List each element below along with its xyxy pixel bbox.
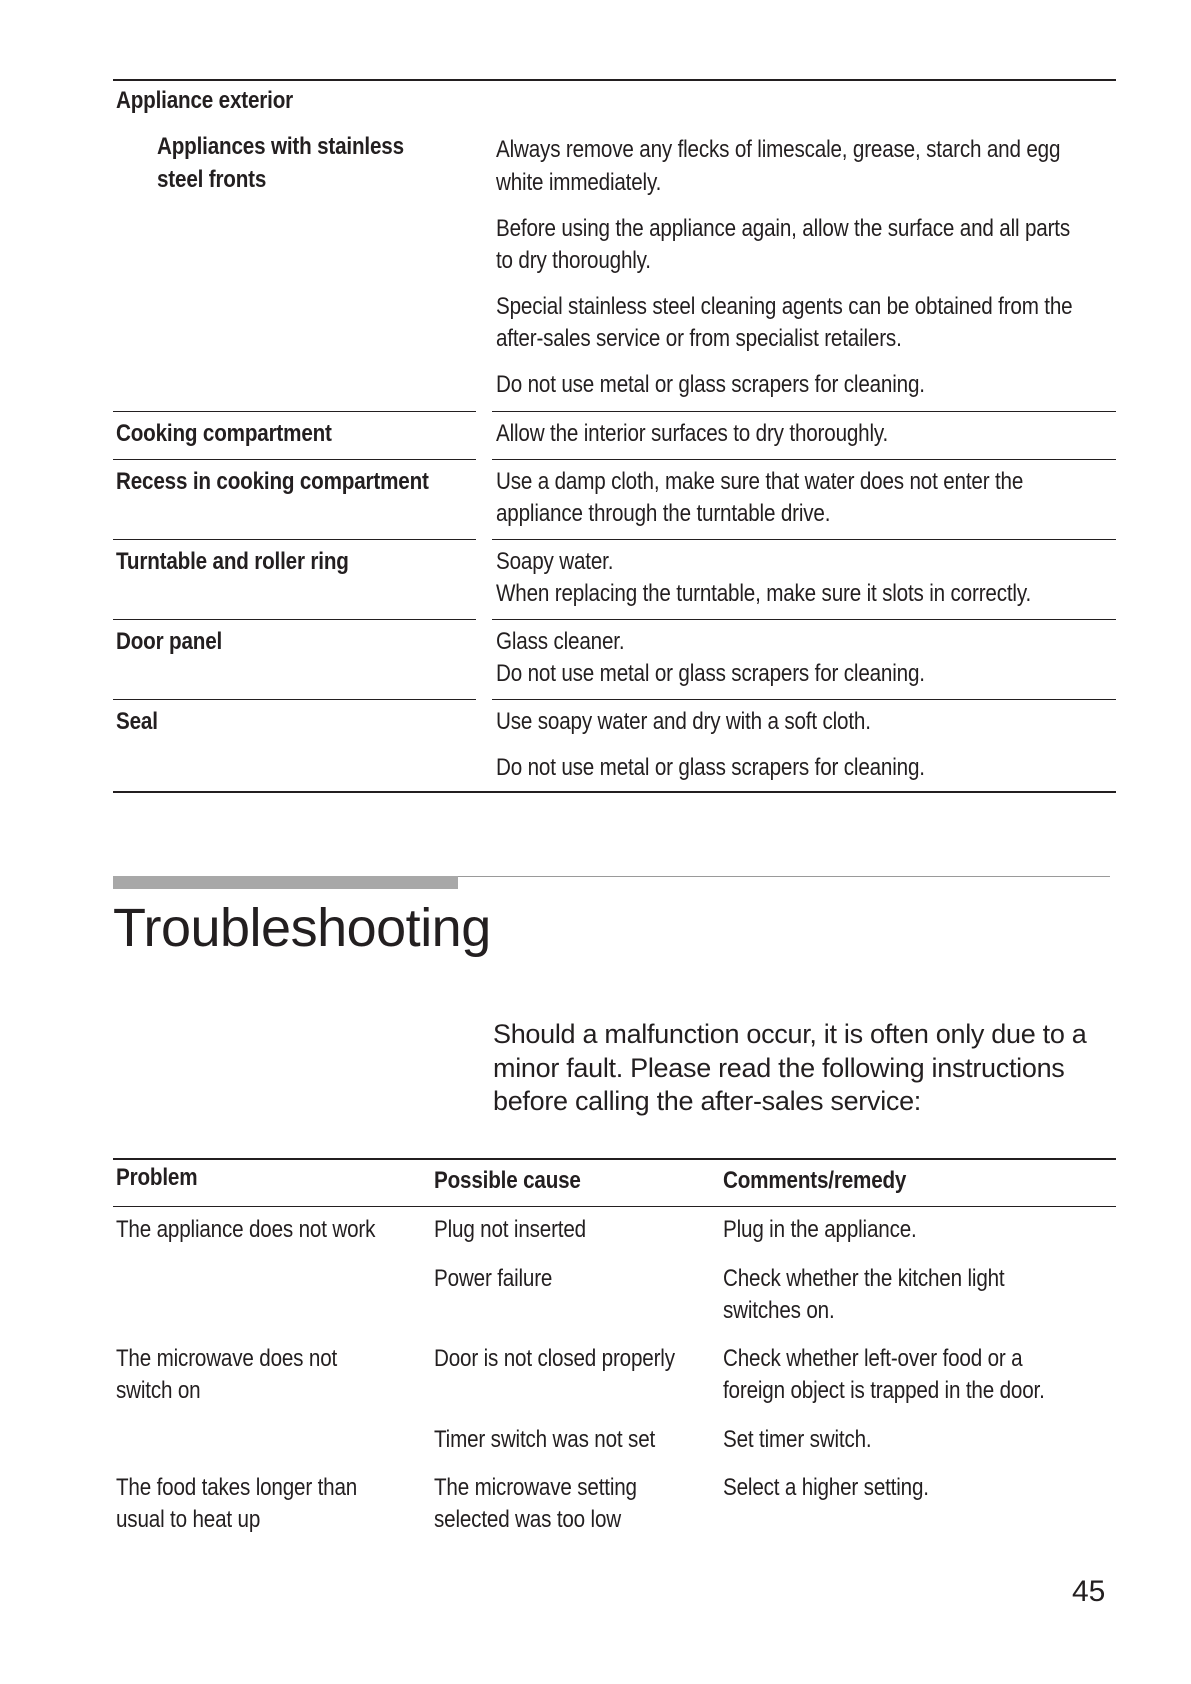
cause-cell: Power failure — [434, 1265, 553, 1292]
row-rule — [492, 411, 1116, 412]
stainless-text: Always remove any flecks of limescale, grease, starch and egg — [496, 136, 1061, 163]
stainless-text: Before using the appliance again, allow the surface and all parts — [496, 215, 1071, 242]
seal-label: Seal — [116, 708, 158, 735]
row-rule — [492, 619, 1116, 620]
cause-cell: The microwave setting — [434, 1474, 637, 1501]
header-problem: Problem — [116, 1164, 198, 1191]
row-rule — [492, 459, 1116, 460]
cause-cell: Timer switch was not set — [434, 1426, 656, 1453]
remedy-cell: Set timer switch. — [723, 1426, 872, 1453]
header-possible-cause: Possible cause — [434, 1167, 581, 1194]
turntable-text: Soapy water. — [496, 548, 614, 575]
remedy-cell: Check whether left-over food or a — [723, 1345, 1023, 1372]
recess-label: Recess in cooking compartment — [116, 468, 429, 495]
cooking-compartment-text: Allow the interior surfaces to dry thoroughly. — [496, 420, 889, 447]
stainless-text: after-sales service or from specialist retailers. — [496, 325, 902, 352]
cause-cell: Plug not inserted — [434, 1216, 586, 1243]
problem-cell: The food takes longer than — [116, 1474, 358, 1501]
cause-cell: Door is not closed properly — [434, 1345, 675, 1372]
problem-cell: switch on — [116, 1377, 201, 1404]
remedy-cell: foreign object is trapped in the door. — [723, 1377, 1045, 1404]
page-title: Troubleshooting — [113, 898, 491, 958]
header-rule — [113, 1206, 1116, 1207]
problem-cell: usual to heat up — [116, 1506, 261, 1533]
stainless-text: Special stainless steel cleaning agents can be obtained from the — [496, 293, 1073, 320]
row-rule — [492, 699, 1116, 700]
turntable-label: Turntable and roller ring — [116, 548, 349, 575]
table-top-rule — [113, 79, 1116, 81]
remedy-cell: Select a higher setting. — [723, 1474, 929, 1501]
remedy-cell: Plug in the appliance. — [723, 1216, 917, 1243]
door-panel-text: Glass cleaner. — [496, 628, 625, 655]
stainless-text: Do not use metal or glass scrapers for cleaning. — [496, 371, 925, 398]
seal-text: Do not use metal or glass scrapers for cleaning. — [496, 754, 925, 781]
row-rule — [113, 619, 476, 620]
section-accent-bar — [113, 876, 458, 889]
door-panel-label: Door panel — [116, 628, 223, 655]
stainless-heading: Appliances with stainless — [157, 133, 404, 160]
intro-line: Should a malfunction occur, it is often only due to a — [493, 1019, 1087, 1049]
cause-cell: selected was too low — [434, 1506, 622, 1533]
door-panel-text: Do not use metal or glass scrapers for cleaning. — [496, 660, 925, 687]
row-rule — [113, 699, 476, 700]
table-bottom-rule — [113, 791, 1116, 793]
row-rule — [113, 459, 476, 460]
recess-text: Use a damp cloth, make sure that water does not enter the — [496, 468, 1024, 495]
page-number: 45 — [1072, 1575, 1106, 1608]
intro-paragraph — [493, 1018, 1093, 1119]
remedy-cell: Check whether the kitchen light — [723, 1265, 1005, 1292]
problem-cell: The microwave does not — [116, 1345, 338, 1372]
section-rule — [458, 876, 1110, 877]
row-rule — [492, 539, 1116, 540]
recess-text: appliance through the turntable drive. — [496, 500, 831, 527]
stainless-text: white immediately. — [496, 169, 662, 196]
seal-text: Use soapy water and dry with a soft cloth. — [496, 708, 871, 735]
intro-line: before calling the after-sales service: — [493, 1086, 922, 1116]
row-rule — [113, 539, 476, 540]
header-comments-remedy: Comments/remedy — [723, 1167, 907, 1194]
stainless-text: to dry thoroughly. — [496, 247, 651, 274]
stainless-heading-line2: steel fronts — [157, 166, 267, 193]
appliance-exterior-heading: Appliance exterior — [116, 87, 293, 114]
intro-line: minor fault. Please read the following instructions — [493, 1052, 1065, 1083]
turntable-text: When replacing the turntable, make sure it slots in correctly. — [496, 580, 1032, 607]
row-rule — [113, 411, 476, 412]
problem-cell: The appliance does not work — [116, 1216, 376, 1243]
table-top-rule — [113, 1158, 1116, 1160]
remedy-cell: switches on. — [723, 1297, 835, 1324]
cooking-compartment-label: Cooking compartment — [116, 420, 332, 447]
